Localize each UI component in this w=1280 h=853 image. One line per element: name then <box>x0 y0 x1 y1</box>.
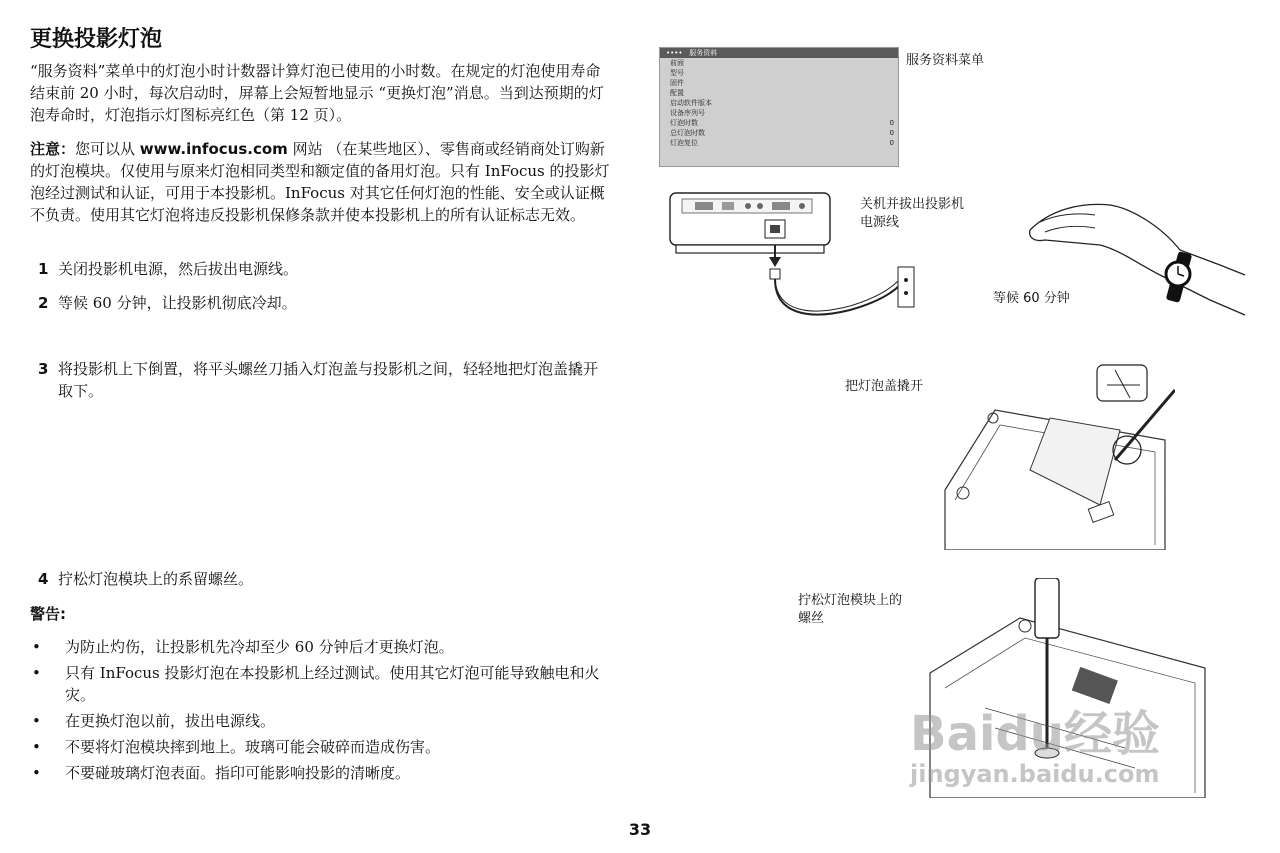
intro-paragraph: “服务资料”菜单中的灯泡小时计数器计算灯泡已使用的小时数。在规定的灯泡使用寿命结束前 20 小时，每次启动时，屏幕上会短暂地显示 “更换灯泡”消息。当到达预期的灯泡寿命时，灯泡指示灯图标亮红色（第 12 页）。 <box>30 62 604 124</box>
page-number: 33 <box>628 820 652 839</box>
warning-item: • 只有 InFocus 投影灯泡在本投影机上经过测试。使用其它灯泡可能导致触电和火灾。 <box>30 662 620 706</box>
note-text-before: 您可以从 <box>75 140 140 158</box>
projector-unplug-illustration <box>660 185 920 325</box>
step-1 <box>38 258 613 280</box>
menu-dots: •••• <box>666 49 683 57</box>
watermark-url: jingyan.baidu.com <box>910 760 1160 788</box>
note-paragraph <box>30 138 610 226</box>
caption-pry: 把灯泡盖撬开 <box>845 379 924 394</box>
step-text: 关闭投影机电源，然后拔出电源线。 <box>58 260 299 278</box>
menu-row <box>660 128 898 138</box>
menu-row-label: 设备序列号 <box>670 109 705 117</box>
menu-row-label: 型号 <box>670 69 684 77</box>
caption-service-menu: 服务资料菜单 <box>906 53 985 68</box>
caption-loosen <box>798 592 902 628</box>
step-2 <box>38 292 613 314</box>
hand-watch-illustration <box>1020 190 1250 320</box>
step-number: 4 <box>38 570 49 588</box>
pry-cover-illustration <box>935 360 1175 550</box>
service-info-menu <box>659 47 899 167</box>
warning-item: • 不要将灯泡模块摔到地上。玻璃可能会破碎而造成伤害。 <box>30 736 620 758</box>
watermark-brand: Baidu经验 <box>910 706 1160 762</box>
caption-loosen-line2: 螺丝 <box>798 611 825 626</box>
menu-row <box>660 138 898 148</box>
menu-row-label: 灯泡时数 <box>670 119 698 127</box>
menu-row-label: 配置 <box>670 89 684 97</box>
menu-header-label: 服务资料 <box>689 49 718 57</box>
menu-row-label: 前面 <box>670 59 684 67</box>
note-text-after: 网站 （在某些地区）、零售商或经销商处订购新的灯泡模块。仅使用与原来灯泡相同类型和额定值的备用灯泡。只有 InFocus 的投影灯泡经过测试和认证，可用于本投影机。InFocus 对其它任何灯泡的性能、安全或认证概不负责。使用其它灯泡将违反投影机保修条款并使本投影机上的所有认证标志无效。 <box>30 140 610 224</box>
menu-row-label: 启动软件版本 <box>670 99 712 107</box>
warning-item: • 不要碰玻璃灯泡表面。指印可能影响投影的清晰度。 <box>30 762 620 784</box>
warning-title: 警告: <box>30 605 66 623</box>
warning-list <box>30 636 620 788</box>
warning-item: • 为防止灼伤，让投影机先冷却至少 60 分钟后才更换灯泡。 <box>30 636 620 658</box>
menu-row <box>660 108 898 118</box>
warning-item: • 在更换灯泡以前，拔出电源线。 <box>30 710 620 732</box>
page-title: 更换投影灯泡 <box>30 27 163 52</box>
menu-header <box>660 48 898 58</box>
menu-row <box>660 78 898 88</box>
step-number: 2 <box>38 294 49 312</box>
step-text: 拧松灯泡模块上的系留螺丝。 <box>58 570 254 588</box>
menu-row <box>660 118 898 128</box>
step-4 <box>38 568 613 590</box>
step-text: 等候 60 分钟，让投影机彻底冷却。 <box>58 294 297 312</box>
step-3 <box>38 358 613 402</box>
menu-row-label: 固件 <box>670 79 684 87</box>
step-number: 3 <box>38 360 49 378</box>
step-text: 将投影机上下倒置，将平头螺丝刀插入灯泡盖与投影机之间，轻轻地把灯泡盖撬开取下。 <box>58 360 599 400</box>
caption-unplug-line2: 电源线 <box>860 215 900 230</box>
caption-wait: 等候 60 分钟 <box>993 291 1070 306</box>
menu-row-value: 0 <box>889 119 894 127</box>
menu-row <box>660 98 898 108</box>
menu-row-label: 灯泡复位 <box>670 139 698 147</box>
caption-unplug-line1: 关机并拔出投影机 <box>860 197 965 212</box>
menu-row-label: 总灯泡时数 <box>670 129 705 137</box>
menu-row-value: 0 <box>889 129 894 137</box>
note-label: 注意： <box>30 140 76 158</box>
menu-row-value: 0 <box>889 139 894 147</box>
caption-loosen-line1: 拧松灯泡模块上的 <box>798 593 903 608</box>
menu-row <box>660 68 898 78</box>
website-link[interactable]: www.infocus.com <box>139 140 288 158</box>
step-number: 1 <box>38 260 49 278</box>
menu-row <box>660 88 898 98</box>
menu-row <box>660 58 898 68</box>
